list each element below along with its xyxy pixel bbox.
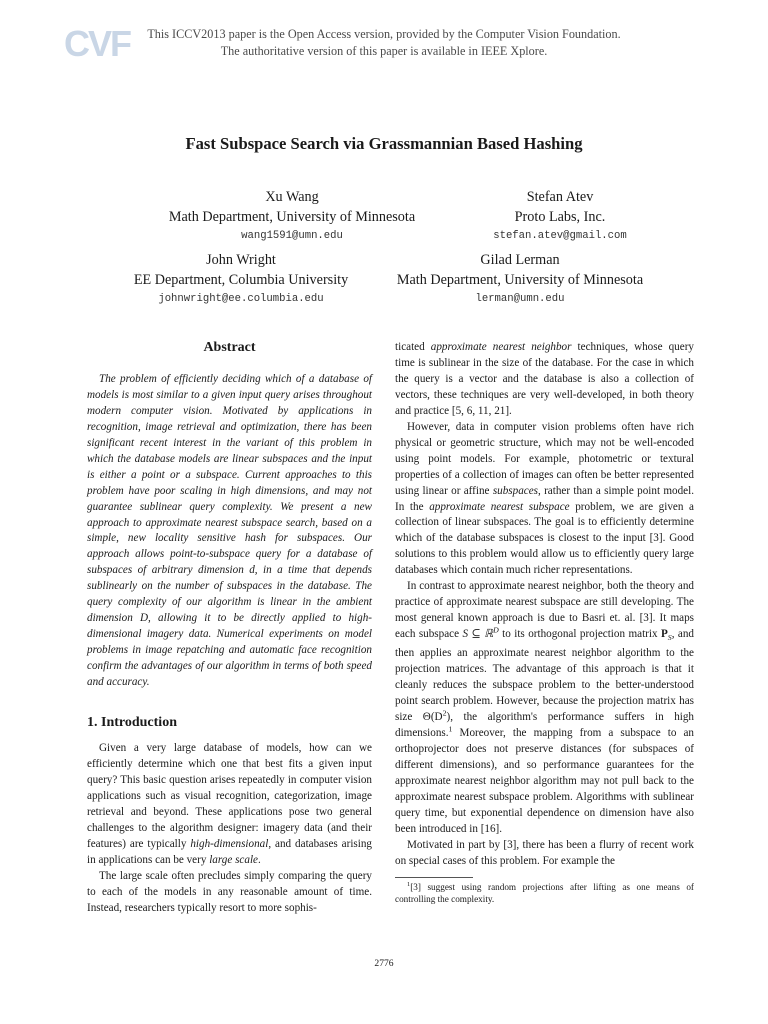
text-run: , the algorithm's performance suffers in high dimensions.: [395, 711, 694, 740]
author-name: Xu Wang: [265, 189, 319, 205]
math-sup: D: [493, 625, 499, 635]
text-run: Moreover, the mapping from a subspace to an orthoprojector does not preserve distances (for subspaces of different dimensions), and so performance guarantees for the approximate nearest neighbor algorithm may not pull back to the approximate nearest subspace problem. Algorithms with sublinear query time, but exponential dependence on dimension have also been introduced in [16].: [395, 727, 694, 835]
author-block-1: [142, 187, 442, 242]
author-email: stefan.atev@gmail.com: [493, 230, 627, 242]
right-paragraph-3: [395, 579, 694, 837]
text-run: problem, we are given a collection of linear subspaces. The goal is to efficiently determine which of the database subspaces is closest to the input [3]. Good solutions to this problem would allow us to efficiently query large databases which contain much richer representations.: [395, 500, 694, 577]
author-affiliation: Proto Labs, Inc.: [514, 209, 606, 225]
text-run: Given a very large database of models, how can we efficiently determine which one that best fits a given input query? This basic question arises repeatedly in computer vision applications such as visual recognition, categorization, image retrieval and beyond. These applications pose two general challenges to the algorithm designer: imagery data (and their features) are typically: [87, 741, 372, 850]
emphasis-subspaces: subspaces: [492, 484, 538, 497]
math-theta: [422, 708, 451, 724]
math-sup: 2: [442, 708, 447, 718]
math-sub: S: [667, 633, 672, 643]
footnote-number: 1: [407, 880, 411, 888]
page-number: 2776: [374, 958, 394, 969]
open-access-line-1: This ICCV2013 paper is the Open Access version, provided by the Computer Vision Foundation.: [147, 27, 621, 41]
author-email: lerman@umn.edu: [475, 293, 565, 305]
math-text: Θ(D: [422, 711, 443, 724]
author-name: Gilad Lerman: [480, 252, 560, 268]
author-email: johnwright@ee.columbia.edu: [158, 293, 324, 305]
math-projection: [660, 628, 672, 643]
text-run: , rather than a simple point model. In the: [395, 484, 694, 513]
text-run: , and databases arising in applications can be very: [87, 837, 372, 866]
right-paragraph-1: [395, 340, 694, 420]
footnote-rule: [395, 877, 473, 878]
math-text: P: [660, 628, 668, 641]
author-block-3: [106, 250, 376, 305]
introduction-heading: 1. Introduction: [87, 715, 177, 731]
author-block-2: [440, 187, 680, 242]
intro-paragraph-2: The large scale often precludes simply comparing the query to each of the models in any reasonable amount of time. Instead, researchers typically resort to more sophis-: [87, 869, 372, 914]
emphasis-ans: approximate nearest subspace: [429, 500, 570, 513]
right-paragraph-2: [395, 420, 694, 580]
math-subspace: [462, 625, 499, 641]
abstract-text: The problem of efficiently deciding which of a database of models is most similar to a given input query arises throughout modern computer vision. Motivated by applications in recognition, image retrieval and optimization, there has been significant recent interest in the variant of this problem in which the database models are linear subspaces and the input is either a point or a subspace. Current approaches to this problem have poor scaling in high dimensions, and may not guarantee sublinear query complexity. We present a new approach to approximate nearest subspace search, based on a simple, new locality sensitive hash for subspaces. Our approach allows point-to-subspace query for a database of subspaces of arbitrary dimension d, in a time that depends sublinearly on the number of subspaces in the database. The query complexity of our algorithm is linear in the ambient dimension D, allowing it to be directly applied to high-dimensional imagery data. Numerical experiments on model problems in image repatching and automatic face recognition confirm the advantages of our algorithm in terms of both speed and accuracy.: [87, 372, 372, 689]
author-affiliation: Math Department, University of Minnesota: [168, 209, 416, 225]
open-access-note: [120, 26, 648, 60]
left-column: [87, 340, 372, 916]
footnote: [395, 881, 694, 906]
cvf-logo: [64, 23, 130, 64]
footnote-marker: 1: [448, 724, 453, 734]
footnote-text: [3] suggest using random projections after lifting as one means of controlling the complexity.: [395, 881, 694, 905]
text-run: .: [257, 853, 261, 866]
intro-paragraph-1: [87, 741, 372, 869]
author-name: John Wright: [206, 252, 276, 268]
text-run: , and then applies an approximate nearest neighbor algorithm to the projection matrices. The advantage of this approach is that it cleanly reduces the subspace problem to the better-understood point search problem. However, because the projection matrix has size: [395, 628, 694, 724]
math-text: S ⊆ ℝ: [462, 628, 494, 641]
text-run: In contrast to approximate nearest neighbor, both the theory and practice of approximate nearest subspace are still developing. The most general known approach is due to Basri et. al. [3]. It maps each subspace: [395, 580, 694, 641]
right-column: [395, 340, 694, 906]
author-affiliation: EE Department, Columbia University: [133, 272, 349, 288]
text-run: However, data in computer vision problems often have rich physical or geometric structure, which may not be well-encoded using point models. For example, photometric or textural properties of a collection of images can often be better represented using linear or affine: [395, 420, 694, 497]
text-run: ticated: [395, 341, 431, 353]
right-paragraph-4: Motivated in part by [3], there has been a flurry of recent work on special cases of this problem. For example the: [395, 838, 694, 867]
open-access-line-2: The authoritative version of this paper is available in IEEE Xplore.: [220, 44, 548, 58]
emphasis-high-dimensional: high-dimensional: [190, 837, 269, 850]
author-block-4: [380, 250, 660, 305]
abstract-heading: Abstract: [203, 340, 256, 355]
author-affiliation: Math Department, University of Minnesota: [396, 272, 644, 288]
text-run: to its orthogonal projection matrix: [498, 628, 661, 641]
text-run: techniques, whose query time is sublinear in the size of the database. For the case in which the query is a vector and the database is also a collection of vectors, these techniques are very well-developed, in both theory and practice [5, 6, 11, 21].: [395, 341, 694, 417]
author-name: Stefan Atev: [526, 189, 594, 205]
paper-title: Fast Subspace Search via Grassmannian Based Hashing: [185, 134, 583, 153]
author-email: wang1591@umn.edu: [241, 230, 343, 242]
emphasis-ann: approximate nearest neighbor: [430, 341, 572, 353]
cvf-logo-text: CVF: [64, 23, 130, 64]
emphasis-large-scale: large scale: [209, 853, 258, 866]
math-text: ): [446, 711, 451, 724]
